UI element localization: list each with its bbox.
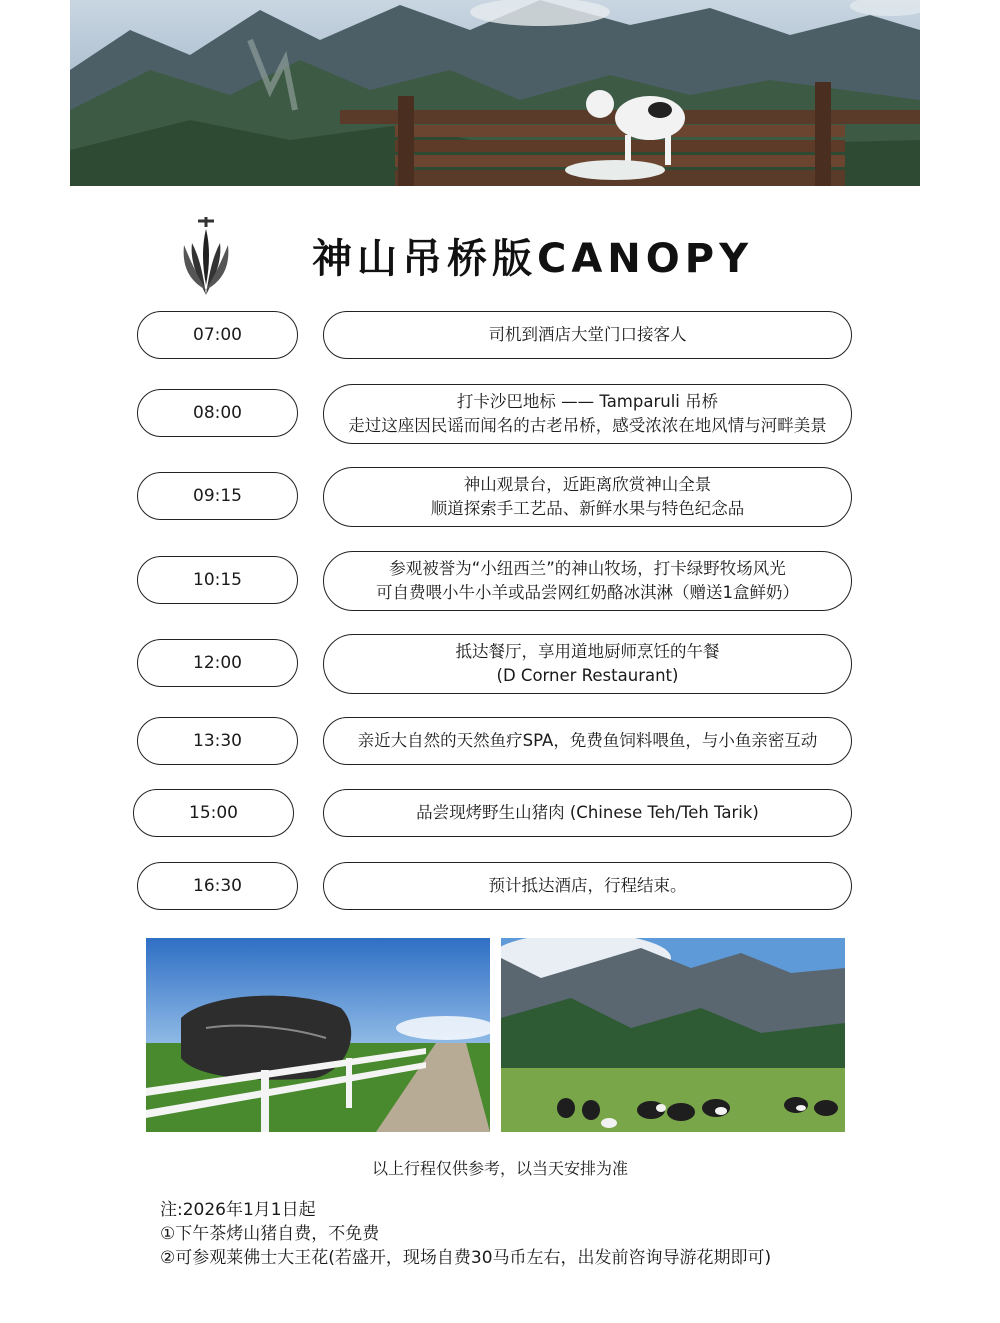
disclaimer-text: 以上行程仅供参考，以当天安排为准 [371,1159,628,1178]
notes-block [160,1198,771,1270]
time-pill-1500: 15:00 [133,789,294,837]
hero-mountain-cow-image [70,0,920,186]
activity-pill-1500: 品尝现烤野生山猪肉 (Chinese Teh/Teh Tarik) [323,789,852,837]
lotus-logo-icon [178,215,234,295]
time-pill-0915: 09:15 [137,472,298,520]
time-pill-1200: 12:00 [137,639,298,687]
time-pill-1015: 10:15 [137,556,298,604]
time-pill-0700: 07:00 [137,311,298,359]
activity-pill-1330: 亲近大自然的天然鱼疗SPA，免费鱼饲料喂鱼，与小鱼亲密互动 [323,717,852,765]
welcome-rock-farm-image [146,938,490,1132]
activity-pill-1200: 抵达餐厅，享用道地厨师烹饪的午餐 (D Corner Restaurant) [323,634,852,694]
activity-pill-0800: 打卡沙巴地标 —— Tamparuli 吊桥 走过这座因民谣而闻名的古老吊桥，感受浓浓在地风情与河畔美景 [323,384,852,444]
note-line: ②可参观莱佛士大王花(若盛开，现场自费30马币左右，出发前咨询导游花期即可) [160,1248,772,1268]
activity-pill-0700: 司机到酒店大堂门口接客人 [323,311,852,359]
activity-pill-1630: 预计抵达酒店，行程结束。 [323,862,852,910]
page-title: 神山吊桥版CANOPY [312,236,754,282]
time-pill-1330: 13:30 [137,717,298,765]
activity-pill-1015: 参观被誉为“小纽西兰”的神山牧场，打卡绿野牧场风光 可自费喂小牛小羊或品尝网红奶酪冰淇淋（赠送1盒鲜奶） [323,551,852,611]
activity-pill-0915: 神山观景台，近距离欣赏神山全景 顺道探索手工艺品、新鲜水果与特色纪念品 [323,467,852,527]
time-pill-0800: 08:00 [137,389,298,437]
cows-pasture-image [501,938,845,1132]
note-line: 注:2026年1月1日起 [160,1200,316,1220]
title-row [0,205,1000,300]
time-pill-1630: 16:30 [137,862,298,910]
note-line: ①下午茶烤山猪自费，不免费 [160,1224,380,1244]
